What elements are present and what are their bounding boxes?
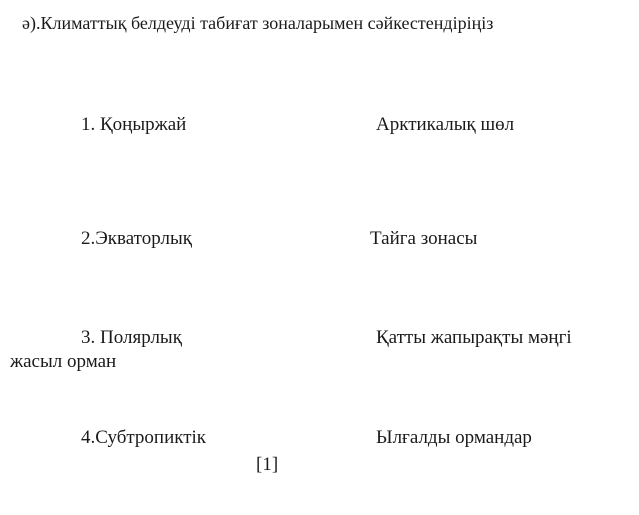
natural-zone-item: Арктикалық шөл: [376, 114, 515, 135]
climate-belt-item: 2.Экваторлық: [81, 228, 192, 249]
marks-indicator: [1]: [256, 454, 279, 475]
natural-zone-item-continuation: жасыл орман: [10, 351, 117, 372]
natural-zone-item: Қатты жапырақты мәңгі: [376, 327, 572, 348]
natural-zone-item: Ылғалды ормандар: [376, 427, 532, 448]
climate-belt-item: 1. Қоңыржай: [81, 114, 187, 135]
climate-belt-item: 4.Субтропиктік: [81, 427, 207, 448]
natural-zone-item: Тайга зонасы: [370, 228, 478, 249]
climate-belt-item: 3. Полярлық: [81, 327, 182, 348]
task-title: ә).Климаттық белдеуді табиғат зоналарымен сәйкестендіріңіз: [22, 13, 494, 33]
